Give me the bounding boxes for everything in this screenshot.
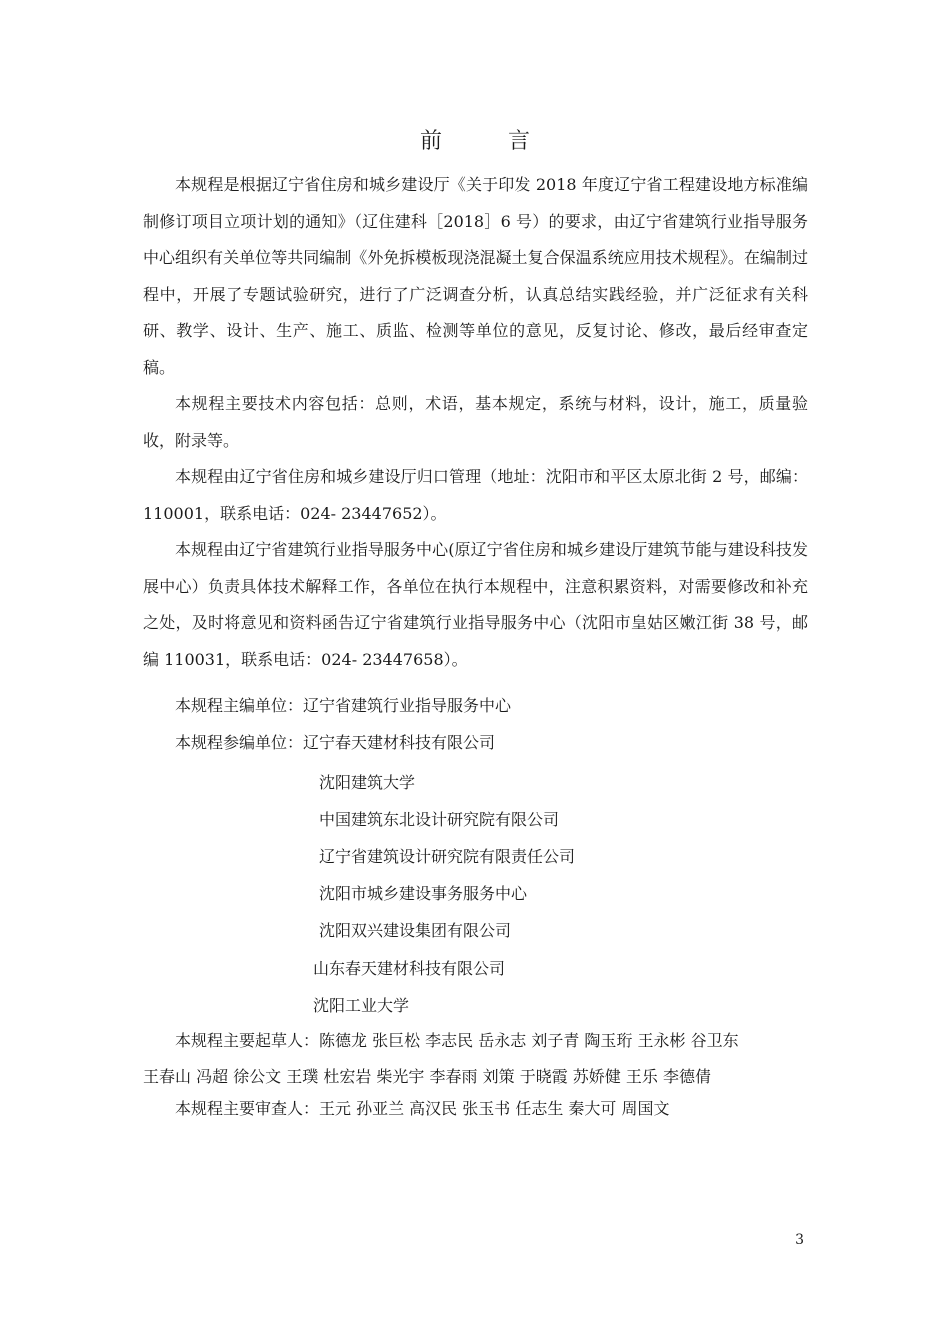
org-item: 辽宁省建筑设计研究院有限责任公司 <box>319 847 576 866</box>
participating-units-header: 本规程参编单位：辽宁春天建材科技有限公司 <box>175 732 496 752</box>
main-reviewers: 本规程主要审查人：王元 孙亚兰 高汉民 张玉书 任志生 秦大可 周国文 <box>175 1099 670 1118</box>
org-item: 沈阳市城乡建设事务服务中心 <box>319 884 528 903</box>
paragraph-technical-content: 本规程主要技术内容包括：总则，术语，基本规定，系统与材料，设计，施工，质量验收，附录等。 <box>143 394 808 450</box>
org-item: 沈阳工业大学 <box>313 996 410 1015</box>
main-drafters: 本规程主要起草人：陈德龙 张巨松 李志民 岳永志 刘子青 陶玉珩 王永彬 谷卫东 <box>175 1031 739 1050</box>
chief-editor-unit: 本规程主编单位：辽宁省建筑行业指导服务中心 <box>175 696 512 715</box>
org-item: 山东春天建材科技有限公司 <box>313 959 506 978</box>
people-section <box>143 1023 808 1127</box>
preface-body <box>143 167 808 678</box>
page-title: 前 言 <box>419 129 552 154</box>
paragraph-management: 本规程由辽宁省住房和城乡建设厅归口管理（地址：沈阳市和平区太原北街 2 号，邮编：110001，联系电话：024- 23447652）。 <box>143 467 808 523</box>
paragraph-interpretation: 本规程由辽宁省建筑行业指导服务中心(原辽宁省住房和城乡建设厅建筑节能与建设科技发展中心）负责具体技术解释工作，各单位在执行本规程中，注意积累资料，对需要修改和补充之处，及时将意见和资料函告辽宁省建筑行业指导服务中心（沈阳市皇姑区嫩江街 38 号，邮编 110031，联系电话：024- 23447658）。 <box>143 540 808 669</box>
page-number: 3 <box>795 1232 804 1248</box>
org-item: 中国建筑东北设计研究院有限公司 <box>319 810 560 829</box>
units-section <box>143 688 808 761</box>
org-item: 沈阳双兴建设集团有限公司 <box>319 921 512 940</box>
org-item: 沈阳建筑大学 <box>319 773 416 792</box>
main-drafters-continued: 王春山 冯超 徐公文 王璞 杜宏岩 柴光宇 李春雨 刘策 于晓霞 苏娇健 王乐 李德倩 <box>143 1067 711 1086</box>
paragraph-compilation-basis: 本规程是根据辽宁省住房和城乡建设厅《关于印发 2018 年度辽宁省工程建设地方标准编制修订项目立项计划的通知》（辽住建科［2018］6 号）的要求，由辽宁省建筑行业指导服务中心组织有关单位等共同编制《外免拆模板现浇混凝土复合保温系统应用技术规程》。在编制过程中，开展了专题试验研究，进行了广泛调查分析，认真总结实践经验，并广泛征求有关科研、教学、设计、生产、施工、质监、检测等单位的意见，反复讨论、修改，最后经审查定稿。 <box>143 175 808 377</box>
